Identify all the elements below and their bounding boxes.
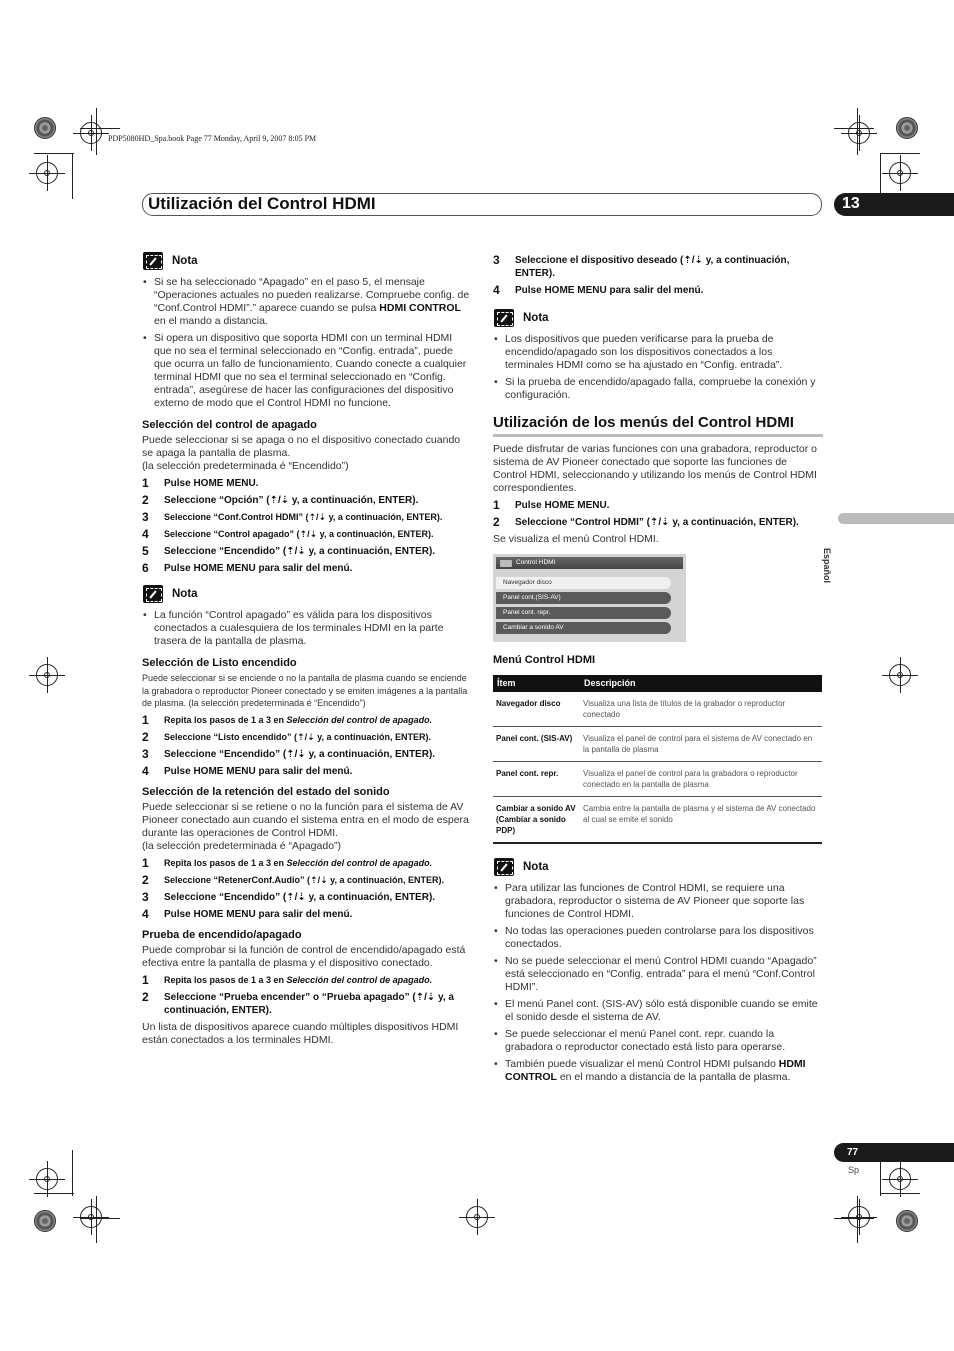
note-icon (494, 309, 514, 327)
note-header (494, 309, 823, 327)
step-text: Repita los pasos de 1 a 3 en Selección del control de apagado. (164, 974, 433, 985)
step (142, 748, 472, 761)
subsection-title: Prueba de encendido/apagado (142, 928, 302, 941)
menu-table (493, 675, 822, 844)
page-number: 77 (847, 1147, 859, 1158)
table-cell: Panel cont. repr. (493, 762, 580, 797)
note-icon (143, 252, 163, 270)
subsection-desc: Puede seleccionar si se apaga o no el dispositivo conectado cuando se apaga la pantalla de plasma. (142, 434, 461, 459)
table-header: Descripción (580, 675, 822, 692)
step (142, 857, 472, 870)
table-cell: Visualiza el panel de control para el sistema de AV conectado en la pantalla de plasma (580, 727, 822, 762)
language-label: Español (822, 548, 832, 584)
table-cell: Visualiza una lista de títulos de la grabador o reproductor conectado (580, 692, 822, 727)
step (142, 511, 472, 524)
note-item: • Para utilizar las funciones de Control HDMI, se requiere una grabadora, reproductor o sistema de AV Pioneer que soporte las funciones de Control HDMI. (493, 882, 823, 921)
chapter-number: 13 (842, 195, 860, 212)
step-text: Seleccione el dispositivo deseado (⇡/⇣ y, a continuación, ENTER). (515, 255, 790, 279)
note-item (493, 1058, 823, 1084)
table-header: Ítem (493, 675, 580, 692)
step-number: 4 (142, 763, 149, 778)
subsection-desc: Puede comprobar si la función de control de encendido/apagado está efectiva entre la pantalla de plasma y el dispositivo conectado. (142, 943, 466, 969)
subsection-desc: Puede seleccionar si se enciende o no la pantalla de plasma cuando se enciende la grabadora o reproductor Pioneer conectado y se emiten imágenes a la pantalla de plasma. (la selección predeterminada é “Encendido”) (142, 673, 468, 708)
table-row (493, 727, 822, 762)
note-list (142, 609, 472, 648)
page-lang: Sp (848, 1165, 860, 1175)
step (493, 499, 823, 512)
step (142, 765, 472, 778)
registration-swirl-icon (34, 1210, 56, 1232)
step-number: 3 (142, 510, 149, 524)
note-title: Nota (523, 860, 549, 873)
note-bold-text: HDMI CONTROL (505, 1058, 806, 1083)
step-number: 1 (493, 498, 500, 512)
table-row (493, 762, 822, 797)
note-item: • Si opera un dispositivo que soporta HDMI con un terminal HDMI que no sea el terminal seleccionado en “Config. entrada”, puede que ocurra un fallo de funcionamiento. Cuando conecte a cualquier terminal HDMI que no sea el terminal seleccionado en “Config. entrada”, asegúrese de hacer las configuraciones del dispositivo externo de modo que el Control HDMI no funcione. (142, 332, 472, 410)
subsection-title: Selección de la retención del estado del sonido (142, 785, 390, 798)
osd-menu-item: Panel cont. repr. (496, 607, 671, 619)
file-info: PDP5080HD_Spa.book Page 77 Monday, April 9, 2007 8:05 PM (108, 134, 317, 143)
crosshair-icon (848, 1206, 870, 1228)
step-number: 1 (142, 712, 149, 727)
step-number: 3 (142, 746, 149, 761)
step-number: 2 (493, 515, 500, 529)
step-number: 3 (493, 253, 500, 267)
step-number: 4 (493, 283, 500, 297)
note-title: Nota (172, 254, 198, 267)
note-header (143, 585, 472, 603)
step-text: Seleccione “Encendido” (⇡/⇣ y, a continuación, ENTER). (164, 546, 436, 557)
step (142, 731, 472, 744)
note-item: • No todas las operaciones pueden controlarse para los dispositivos conectados. (493, 925, 823, 951)
step-number: 3 (142, 889, 149, 904)
crosshair-icon (80, 1206, 102, 1228)
left-column (142, 252, 472, 1051)
table-title: Menú Control HDMI (493, 654, 596, 666)
osd-menu-item: Cambiar a sonido AV (496, 622, 671, 634)
table-cell: Cambia entre la pantalla de plasma y el sistema de AV conectado al cual se emite el sonido (580, 797, 822, 844)
section-desc: Puede disfrutar de varias funciones con una grabadora, reproductor o sistema de AV Pioneer conectado que soporte las funciones de Control HDMI, seleccionando y utilizando los menús de Control HDMI correspondientes. (493, 443, 817, 494)
default-note: (la selección predeterminada é “Encendido”) (142, 460, 349, 472)
step (142, 974, 472, 987)
registration-swirl-icon (896, 117, 918, 139)
note-text: También puede visualizar el menú Control HDMI pulsando (505, 1058, 779, 1070)
note-icon (143, 585, 163, 603)
table-row (493, 692, 822, 727)
step (142, 494, 472, 507)
step-text: Pulse HOME MENU. (164, 478, 259, 489)
step-text: Seleccione “Control apagado” (⇡/⇣ y, a continuación, ENTER). (164, 529, 434, 539)
table-header-row (493, 675, 822, 692)
crosshair-icon (80, 122, 102, 144)
note-list (493, 333, 823, 402)
table-cell: Panel cont. (SIS-AV) (493, 727, 580, 762)
step-text: Seleccione “RetenerConf.Audio” (⇡/⇣ y, a continuación, ENTER). (164, 874, 444, 885)
note-item (142, 276, 472, 328)
step-text: Pulse HOME MENU. (515, 500, 610, 511)
step-text: Seleccione “Listo encendido” (⇡/⇣ y, a continuación, ENTER). (164, 731, 431, 742)
note-list (142, 276, 472, 410)
step-text: Pulse HOME MENU para salir del menú. (164, 765, 353, 777)
crosshair-icon (889, 162, 911, 184)
step (142, 562, 472, 575)
step-number: 4 (142, 527, 149, 541)
step-number: 2 (142, 989, 149, 1004)
note-text: Si se ha seleccionado “Apagado” en el paso 5, el mensaje “Operaciones actuales no pueden realizarse. Compruebe config. de “Conf.Control HDMI”.” aparece cuando se pulsa (154, 276, 470, 314)
step-number: 1 (142, 855, 149, 870)
osd-title: Control HDMI (496, 557, 683, 569)
section-heading: Utilización de los menús del Control HDMI (493, 416, 823, 437)
step-text: Pulse HOME MENU para salir del menú. (164, 908, 353, 920)
subsection-title: Selección de Listo encendido (142, 657, 297, 669)
step-number: 2 (142, 493, 149, 507)
step (493, 516, 823, 529)
note-item: • No se puede seleccionar el menú Control HDMI cuando “Apagado” está seleccionado en “Config. entrada” para el menú “Conf.Control HDMI”. (493, 955, 823, 994)
note-item: • La función “Control apagado” es válida para los dispositivos conectados a cualesquiera de los terminales HDMI en la parte trasera de la pantalla de plasma. (142, 609, 472, 648)
step-text: Seleccione “Encendido” (⇡/⇣ y, a continuación, ENTER). (164, 748, 436, 760)
crosshair-icon (36, 162, 58, 184)
step-text: Seleccione “Control HDMI” (⇡/⇣ y, a continuación, ENTER). (515, 517, 799, 528)
step (142, 891, 472, 904)
step (142, 528, 472, 541)
step (142, 874, 472, 887)
note-item: • Se puede seleccionar el menú Panel cont. repr. cuando la grabadora o reproductor conectado está listo para operarse. (493, 1028, 823, 1054)
step-text: Seleccione “Prueba encender” o “Prueba apagado” (⇡/⇣ y, a continuación, ENTER). (164, 991, 454, 1016)
step-number: 4 (142, 906, 149, 921)
step-text: Repita los pasos de 1 a 3 en Selección del control de apagado. (164, 857, 433, 868)
note-list (493, 882, 823, 1084)
note-title: Nota (172, 587, 198, 600)
page-title: Utilización del Control HDMI (148, 194, 376, 213)
note-item: • El menú Panel cont. (SIS-AV) sólo está disponible cuando se emite el sonido desde el sistema de AV. (493, 998, 823, 1024)
step-number: 2 (142, 729, 149, 744)
osd-menu-item: Panel cont.(SIS-AV) (496, 592, 671, 604)
note-header (494, 858, 823, 876)
step-number: 6 (142, 561, 149, 575)
note-text: en el mando a distancia de la pantalla de plasma. (556, 1071, 791, 1083)
step-text: Pulse HOME MENU para salir del menú. (164, 563, 353, 574)
step-text: Pulse HOME MENU para salir del menú. (515, 285, 704, 296)
note-bold-text: HDMI CONTROL (379, 302, 461, 314)
table-cell: Visualiza el panel de control para la grabadora o reproductor conectado en la pantalla de plasma (580, 762, 822, 797)
step-text: Seleccione “Opción” (⇡/⇣ y, a continuación, ENTER). (164, 495, 419, 506)
step (142, 991, 472, 1017)
note-item: • Los dispositivos que pueden verificarse para la prueba de encendido/apagado son los dispositivos conectados a los terminales HDMI como se ha ajustado en “Config. entrada”. (493, 333, 823, 372)
crosshair-icon (848, 122, 870, 144)
step-text: Repita los pasos de 1 a 3 en Selección del control de apagado. (164, 714, 433, 725)
step (142, 714, 472, 727)
note-header (143, 252, 472, 270)
step-text: Seleccione “Conf.Control HDMI” (⇡/⇣ y, a continuación, ENTER). (164, 512, 443, 522)
table-cell: Cambiar a sonido AV (Cambiar a sonido PDP) (493, 797, 580, 844)
subsection-desc: Puede seleccionar si se retiene o no la función para el sistema de AV Pioneer conectado aun cuando el sistema entra en el modo de espera durante las operaciones de Control HDMI. (142, 800, 469, 839)
crosshair-icon (36, 664, 58, 686)
step (493, 254, 823, 280)
tail-text: Un lista de dispositivos aparece cuando múltiples dispositivos HDMI están conectados a los terminales HDMI. (142, 1020, 459, 1046)
crosshair-icon (889, 664, 911, 686)
right-column (493, 251, 823, 1093)
step-number: 2 (142, 872, 149, 887)
table-cell: Navegador disco (493, 692, 580, 727)
step (493, 284, 823, 297)
language-tab (838, 513, 954, 524)
osd-menu-item: Navegador disco (496, 577, 671, 589)
registration-swirl-icon (34, 117, 56, 139)
osd-menu-screenshot (493, 554, 686, 642)
section-after: Se visualiza el menú Control HDMI. (493, 533, 659, 545)
subsection-title: Selección del control de apagado (142, 419, 317, 431)
note-text: en el mando a distancia. (154, 315, 268, 327)
crosshair-icon (466, 1206, 488, 1228)
note-item: • Si la prueba de encendido/apagado falla, compruebe la conexión y configuración. (493, 376, 823, 402)
registration-swirl-icon (896, 1210, 918, 1232)
step (142, 908, 472, 921)
step (142, 545, 472, 558)
crosshair-icon (889, 1168, 911, 1190)
step-number: 1 (142, 972, 149, 987)
step-text: Seleccione “Encendido” (⇡/⇣ y, a continuación, ENTER). (164, 891, 436, 903)
step (142, 477, 472, 490)
crosshair-icon (36, 1168, 58, 1190)
note-icon (494, 858, 514, 876)
table-row (493, 797, 822, 844)
step-number: 1 (142, 476, 149, 490)
default-note: (la selección predeterminada é “Apagado”) (142, 839, 342, 852)
note-title: Nota (523, 311, 549, 324)
step-number: 5 (142, 544, 149, 558)
